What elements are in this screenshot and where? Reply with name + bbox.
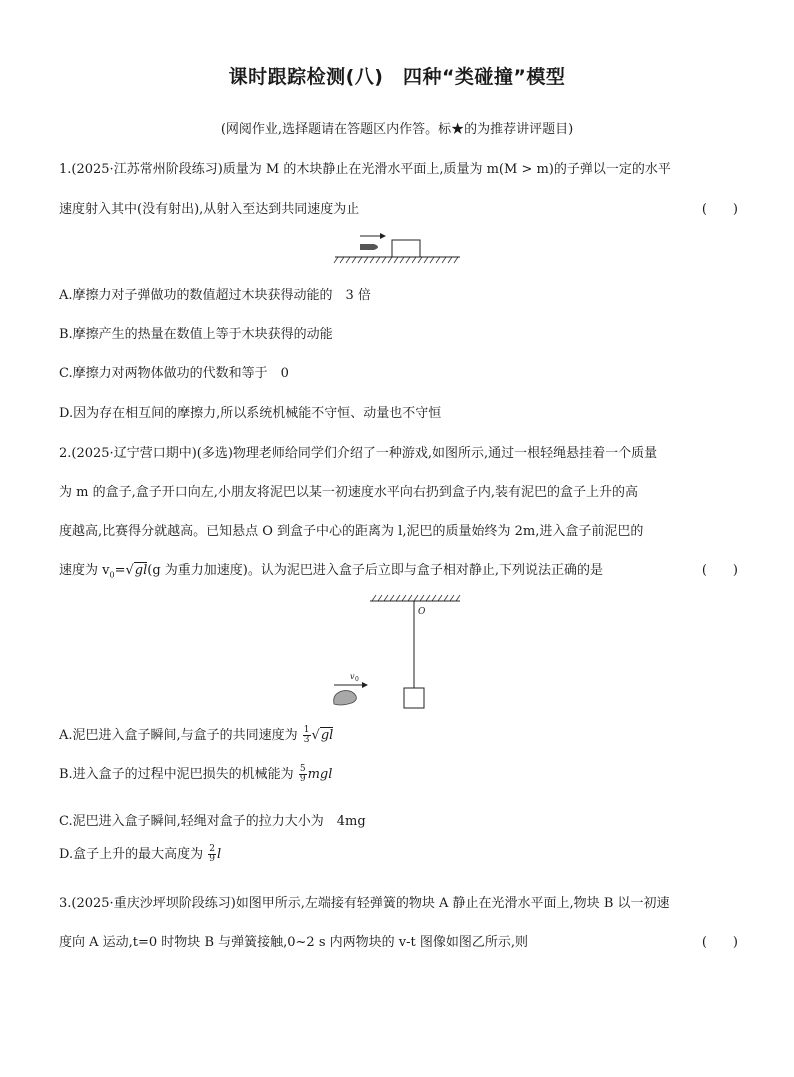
mud-lump (334, 691, 357, 705)
ceiling-hatch (372, 595, 460, 601)
wood-block (392, 240, 420, 257)
velocity-label: v (350, 672, 355, 681)
q2-line4-sub: 0 (109, 570, 115, 580)
q2-line4-pre: 速度为 v (59, 563, 110, 578)
velocity-arrowhead (380, 233, 386, 239)
q2-option-b-text: B.进入盒子的过程中泥巴损失的机械能为 (59, 767, 294, 782)
bullet (360, 244, 378, 250)
q1-figure-bullet-block (330, 230, 470, 266)
q2-option-d-tail: l (216, 847, 222, 862)
q2-line4-eq: = (114, 563, 126, 578)
mud-velocity-arrowhead (362, 682, 368, 688)
q2-option-d (59, 843, 221, 864)
box (404, 688, 424, 708)
q3-answer-paren: ( ) (701, 935, 738, 950)
q1-line1: 1.(2025·江苏常州阶段练习)质量为 M 的木块静止在光滑水平面上,质量为 m(M > m)的子弹以一定的水平 (59, 162, 671, 177)
q2-line1: 2.(2025·辽宁营口期中)(多选)物理老师给同学们介绍了一种游戏,如图所示,通过一根轻绳悬挂着一个质量 (59, 446, 658, 461)
velocity-label-sub: 0 (355, 676, 359, 683)
sqrt-icon: √ (311, 728, 320, 743)
q3-line2: 度向 A 运动,t=0 时物块 B 与弹簧接触,0~2 s 内两物块的 v-t 图像如图乙所示,则 (59, 935, 528, 950)
q1-option-a: A.摩擦力对子弹做功的数值超过木块获得动能的 3 倍 (59, 288, 371, 303)
q2-line4-radicand: gl (134, 563, 148, 578)
ground-hatch (334, 257, 458, 263)
page-subtitle: (网阅作业,选择题请在答题区内作答。标★的为推荐讲评题目) (220, 122, 574, 137)
q2-answer-paren: ( ) (701, 563, 738, 578)
q1-option-c: C.摩擦力对两物体做功的代数和等于 0 (59, 366, 289, 381)
q2-line2: 为 m 的盒子,盒子开口向左,小朋友将泥巴以某一初速度水平向右扔到盒子内,装有泥巴的盒子上升的高 (59, 485, 638, 500)
q2-line4 (59, 559, 739, 580)
q2-line3: 度越高,比赛得分就越高。已知悬点 O 到盒子中心的距离为 l,泥巴的质量始终为 2m,进入盒子前泥巴的 (59, 524, 644, 539)
q2-option-b-tail: mgl (307, 767, 333, 782)
q2-option-a-text: A.泥巴进入盒子瞬间,与盒子的共同速度为 (59, 728, 298, 743)
q3-line1: 3.(2025·重庆沙坪坝阶段练习)如图甲所示,左端接有轻弹簧的物块 A 静止在光滑水平面上,物块 B 以一初速 (59, 896, 670, 911)
q2-option-d-fraction: $\frac{2}{9}$ (209, 844, 215, 864)
q1-answer-paren: ( ) (701, 202, 738, 217)
q2-option-b (59, 763, 332, 784)
q1-option-d: D.因为存在相互间的摩擦力,所以系统机械能不守恒、动量也不守恒 (59, 406, 442, 421)
sqrt-icon: √ (125, 563, 134, 578)
q2-option-a-fraction: $\frac{1}{3}$ (303, 725, 310, 745)
q1-line2: 速度射入其中(没有射出),从射入至达到共同速度为止 (59, 202, 360, 217)
q2-figure-pendulum (330, 594, 470, 714)
pivot-label-o: O (418, 607, 426, 617)
q2-line4-post: (g 为重力加速度)。认为泥巴进入盒子后立即与盒子相对静止,下列说法正确的是 (147, 563, 603, 578)
q1-option-b: B.摩擦产生的热量在数值上等于木块获得的动能 (59, 327, 333, 342)
q2-option-b-fraction: $\frac{5}{9}$ (299, 764, 306, 784)
q2-option-c: C.泥巴进入盒子瞬间,轻绳对盒子的拉力大小为 4mg (59, 814, 366, 829)
page-title: 课时跟踪检测(八) 四种“类碰撞”模型 (228, 66, 566, 88)
q2-option-a (59, 724, 333, 745)
q2-option-d-text: D.盒子上升的最大高度为 (59, 847, 204, 862)
q2-option-a-radicand: gl (320, 728, 334, 743)
